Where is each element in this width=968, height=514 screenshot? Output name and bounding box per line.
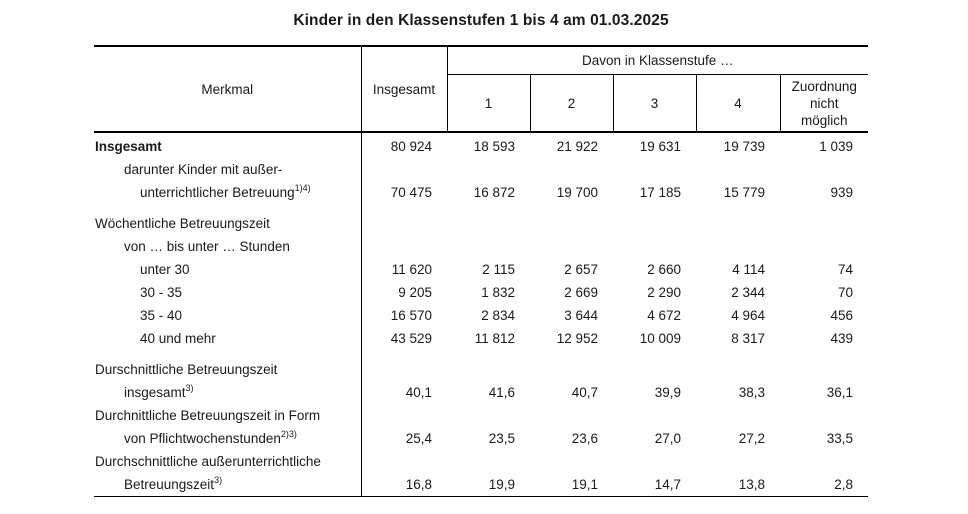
table-body xyxy=(94,132,868,497)
value-cell xyxy=(530,235,613,258)
row-label xyxy=(94,450,361,473)
value-cell: 25,4 xyxy=(405,431,432,446)
row-label-text: Wöchentliche Betreuungszeit xyxy=(95,216,270,231)
table-row xyxy=(94,304,868,327)
value-cell xyxy=(613,404,696,427)
row-label-text: insgesamt xyxy=(124,385,186,400)
table-row xyxy=(94,158,868,181)
row-label-text: von Pflichtwochenstunden xyxy=(124,431,281,446)
value-cell: 36,1 xyxy=(826,385,854,400)
row-label-text: darunter Kinder mit außer- xyxy=(124,162,283,177)
value-cell xyxy=(613,350,696,381)
row-label xyxy=(94,304,361,327)
value-cell: 11 812 xyxy=(474,331,515,346)
value-cell: 10 009 xyxy=(639,331,681,346)
table-row xyxy=(94,258,868,281)
value-cell xyxy=(361,204,447,235)
footnote-marker: 1)4) xyxy=(294,182,311,193)
value-cell: 19,9 xyxy=(488,477,515,492)
value-cell: 3 644 xyxy=(564,308,598,323)
value-cell: 2 344 xyxy=(731,285,765,300)
value-cell: 2 657 xyxy=(564,262,598,277)
row-label xyxy=(94,281,361,304)
value-cell xyxy=(447,350,530,381)
column-header-klassenstufe-2: 2 xyxy=(530,75,613,133)
value-cell: 16,8 xyxy=(405,477,432,492)
table-row xyxy=(94,427,868,450)
row-label-text: Betreuungszeit xyxy=(124,477,215,492)
table-row xyxy=(94,350,868,381)
value-cell xyxy=(780,204,868,235)
value-cell: 19 739 xyxy=(723,139,765,154)
value-cell: 16 570 xyxy=(390,308,432,323)
value-cell: 17 185 xyxy=(639,185,681,200)
value-cell xyxy=(361,235,447,258)
table-header xyxy=(94,46,868,132)
value-cell: 43 529 xyxy=(390,331,432,346)
value-cell: 27,0 xyxy=(654,431,681,446)
value-cell xyxy=(530,350,613,381)
value-cell: 1 039 xyxy=(819,139,854,154)
value-cell xyxy=(361,450,447,473)
column-header-klassenstufe-4: 4 xyxy=(696,75,780,133)
value-cell: 21 922 xyxy=(556,139,598,154)
value-cell: 70 xyxy=(838,285,854,300)
value-cell: 2 660 xyxy=(647,262,681,277)
row-label xyxy=(94,258,361,281)
value-cell xyxy=(780,158,868,181)
value-cell: 2 834 xyxy=(481,308,515,323)
value-cell xyxy=(696,158,780,181)
value-cell: 19 631 xyxy=(639,139,681,154)
table-row xyxy=(94,132,868,158)
footnote-marker: 3) xyxy=(185,382,194,393)
value-cell: 41,6 xyxy=(488,385,515,400)
column-header-klassenstufe-3: 3 xyxy=(613,75,696,133)
table-row xyxy=(94,327,868,350)
row-label xyxy=(94,350,361,381)
row-label-text: 30 - 35 xyxy=(140,285,183,300)
value-cell: 12 952 xyxy=(556,331,598,346)
row-label-text: 40 und mehr xyxy=(140,331,216,346)
value-cell: 74 xyxy=(838,262,854,277)
value-cell: 18 593 xyxy=(473,139,515,154)
value-cell xyxy=(613,204,696,235)
row-label-text: Durchschnittliche außerunterrichtliche xyxy=(95,454,321,469)
table-row xyxy=(94,181,868,204)
value-cell xyxy=(696,404,780,427)
table-row xyxy=(94,450,868,473)
page-title: Kinder in den Klassenstufen 1 bis 4 am 01.03.2025 xyxy=(293,12,669,29)
value-cell: 16 872 xyxy=(473,185,515,200)
value-cell: 8 317 xyxy=(731,331,765,346)
value-cell: 4 672 xyxy=(647,308,681,323)
value-cell: 2 290 xyxy=(647,285,681,300)
value-cell: 40,1 xyxy=(405,385,432,400)
value-cell xyxy=(361,158,447,181)
table-row xyxy=(94,204,868,235)
row-label-text: Durschnittliche Betreuungszeit xyxy=(95,362,278,377)
column-header-davon-in-klassenstufe: Davon in Klassenstufe … xyxy=(447,46,868,75)
value-cell xyxy=(447,204,530,235)
value-cell xyxy=(613,450,696,473)
value-cell: 14,7 xyxy=(654,477,681,492)
value-cell: 439 xyxy=(830,331,854,346)
row-label-text: unter 30 xyxy=(140,262,190,277)
value-cell: 939 xyxy=(830,185,854,200)
value-cell: 70 475 xyxy=(390,185,432,200)
value-cell xyxy=(780,350,868,381)
value-cell: 33,5 xyxy=(826,431,854,446)
value-cell: 23,6 xyxy=(571,431,598,446)
row-label-text: 35 - 40 xyxy=(140,308,183,323)
value-cell xyxy=(361,350,447,381)
value-cell xyxy=(696,235,780,258)
row-label xyxy=(94,427,361,450)
value-cell: 9 205 xyxy=(398,285,432,300)
table-row xyxy=(94,235,868,258)
table-row xyxy=(94,281,868,304)
value-cell: 2 669 xyxy=(564,285,598,300)
row-label xyxy=(94,404,361,427)
value-cell: 19 700 xyxy=(556,185,598,200)
row-label-text: unterrichtlicher Betreuung xyxy=(140,185,295,200)
value-cell: 1 832 xyxy=(481,285,515,300)
header-row-top xyxy=(94,46,868,75)
value-cell: 2 115 xyxy=(482,262,515,277)
value-cell: 39,9 xyxy=(654,385,681,400)
footnote-marker: 3) xyxy=(214,474,223,485)
footnote-marker: 2)3) xyxy=(280,428,297,439)
column-header-insgesamt: Insgesamt xyxy=(361,46,447,132)
value-cell xyxy=(696,450,780,473)
row-label xyxy=(94,132,361,158)
table-row xyxy=(94,404,868,427)
value-cell xyxy=(780,235,868,258)
value-cell xyxy=(530,404,613,427)
column-header-merkmal: Merkmal xyxy=(94,46,361,132)
value-cell: 38,3 xyxy=(738,385,765,400)
row-label-text: Insgesamt xyxy=(95,139,162,154)
row-label xyxy=(94,473,361,497)
value-cell xyxy=(361,404,447,427)
table-row xyxy=(94,381,868,404)
value-cell: 4 114 xyxy=(732,262,765,277)
value-cell: 13,8 xyxy=(738,477,765,492)
value-cell: 27,2 xyxy=(738,431,765,446)
value-cell xyxy=(696,350,780,381)
value-cell xyxy=(447,235,530,258)
value-cell: 11 620 xyxy=(391,262,432,277)
row-label xyxy=(94,204,361,235)
value-cell: 15 779 xyxy=(723,185,765,200)
value-cell xyxy=(530,158,613,181)
value-cell xyxy=(780,404,868,427)
value-cell: 2,8 xyxy=(834,477,854,492)
value-cell: 23,5 xyxy=(488,431,515,446)
table-row xyxy=(94,473,868,497)
row-label xyxy=(94,327,361,350)
value-cell xyxy=(447,158,530,181)
value-cell xyxy=(613,235,696,258)
value-cell: 40,7 xyxy=(571,385,598,400)
value-cell xyxy=(613,158,696,181)
value-cell xyxy=(447,404,530,427)
value-cell xyxy=(447,450,530,473)
value-cell: 80 924 xyxy=(390,139,432,154)
value-cell xyxy=(780,450,868,473)
column-header-klassenstufe-1: 1 xyxy=(484,95,493,111)
row-label-text: Durchnittliche Betreuungszeit in Form xyxy=(95,408,321,423)
value-cell xyxy=(530,204,613,235)
row-label xyxy=(94,381,361,404)
row-label xyxy=(94,235,361,258)
statistics-table xyxy=(94,45,868,497)
row-label-text: von … bis unter … Stunden xyxy=(124,239,290,254)
row-label xyxy=(94,181,361,204)
value-cell: 19,1 xyxy=(571,477,598,492)
row-label xyxy=(94,158,361,181)
value-cell: 4 964 xyxy=(731,308,765,323)
value-cell: 456 xyxy=(830,308,854,323)
column-header-zuordnung-nicht-moeglich: Zuordnung nicht möglich xyxy=(780,75,868,133)
value-cell xyxy=(530,450,613,473)
value-cell xyxy=(696,204,780,235)
